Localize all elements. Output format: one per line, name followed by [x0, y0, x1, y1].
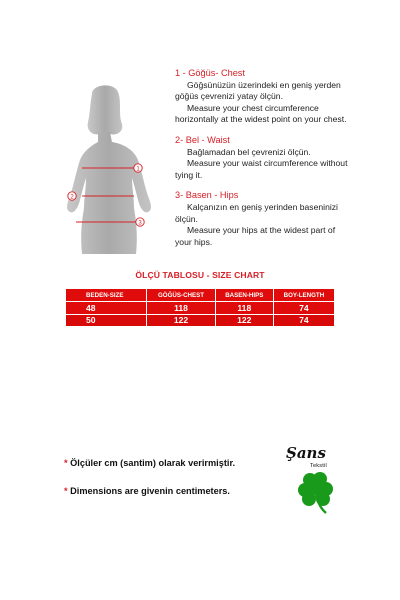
- instruction-chest: [175, 68, 395, 126]
- logo-subtitle: Tekstil: [310, 463, 327, 469]
- cell-size: 48: [66, 302, 147, 315]
- body-silhouette-figure: [52, 84, 162, 264]
- silhouette-icon: [52, 84, 162, 264]
- table-header-row: [66, 289, 335, 302]
- instruction-line: Bağlamadan bel çevrenizi ölçün.: [187, 146, 311, 157]
- instruction-title: 2- Bel - Waist: [175, 134, 230, 145]
- instruction-line: your hips.: [175, 236, 213, 247]
- cell-chest: 118: [147, 302, 216, 315]
- note-star: *: [64, 486, 68, 496]
- cell-length: 74: [273, 314, 334, 327]
- note-star: *: [64, 458, 68, 468]
- instruction-waist: [175, 135, 395, 181]
- brand-logo: [284, 444, 348, 514]
- header-chest: GÖĞÜS-CHEST: [147, 289, 216, 302]
- cell-chest: 122: [147, 314, 216, 327]
- size-chart-title: ÖLÇÜ TABLOSU - SIZE CHART: [135, 270, 265, 280]
- marker-3-label: 3: [138, 220, 142, 227]
- cell-hips: 122: [215, 314, 273, 327]
- instruction-line: Göğsünüzün üzerindeki en geniş yerden: [187, 79, 341, 90]
- instruction-line: Measure your waist circumference without: [187, 158, 348, 169]
- note-english: [64, 486, 230, 496]
- note-turkish: [64, 458, 235, 468]
- note-text: Dimensions are givenin centimeters.: [70, 486, 230, 496]
- logo-word: Şans: [286, 444, 326, 462]
- table-row: [66, 314, 335, 327]
- table-row: [66, 302, 335, 315]
- instruction-title: 1 - Göğüs- Chest: [175, 68, 245, 78]
- header-length: BOY-LENGTH: [273, 289, 334, 302]
- instruction-line: göğüs çevrenizi yatay ölçün.: [175, 91, 283, 102]
- header-hips: BASEN-HIPS: [215, 289, 273, 302]
- note-text: Ölçüler cm (santim) olarak verirmiştir.: [70, 458, 236, 468]
- instruction-hips: [175, 190, 395, 248]
- cell-size: 50: [66, 314, 147, 327]
- instruction-title: 3- Basen - Hips: [175, 190, 239, 201]
- measurement-instructions: [175, 68, 395, 257]
- instruction-line: Measure your hips at the widest part of: [187, 225, 336, 236]
- instruction-line: Kalçanızın en geniş yerinden baseninizi: [187, 201, 338, 212]
- size-chart-table: [65, 288, 335, 327]
- cell-hips: 118: [215, 302, 273, 315]
- marker-1-label: 1: [136, 166, 140, 173]
- header-size: BEDEN-SIZE: [66, 289, 147, 302]
- instruction-line: Measure your chest circumference: [187, 102, 319, 113]
- instruction-line: ölçün.: [175, 213, 198, 224]
- cell-length: 74: [273, 302, 334, 315]
- marker-2-label: 2: [70, 194, 74, 201]
- clover-icon: [296, 470, 336, 514]
- instruction-line: tying it.: [175, 169, 203, 180]
- instruction-line: horizontally at the widest point on your chest.: [175, 114, 347, 125]
